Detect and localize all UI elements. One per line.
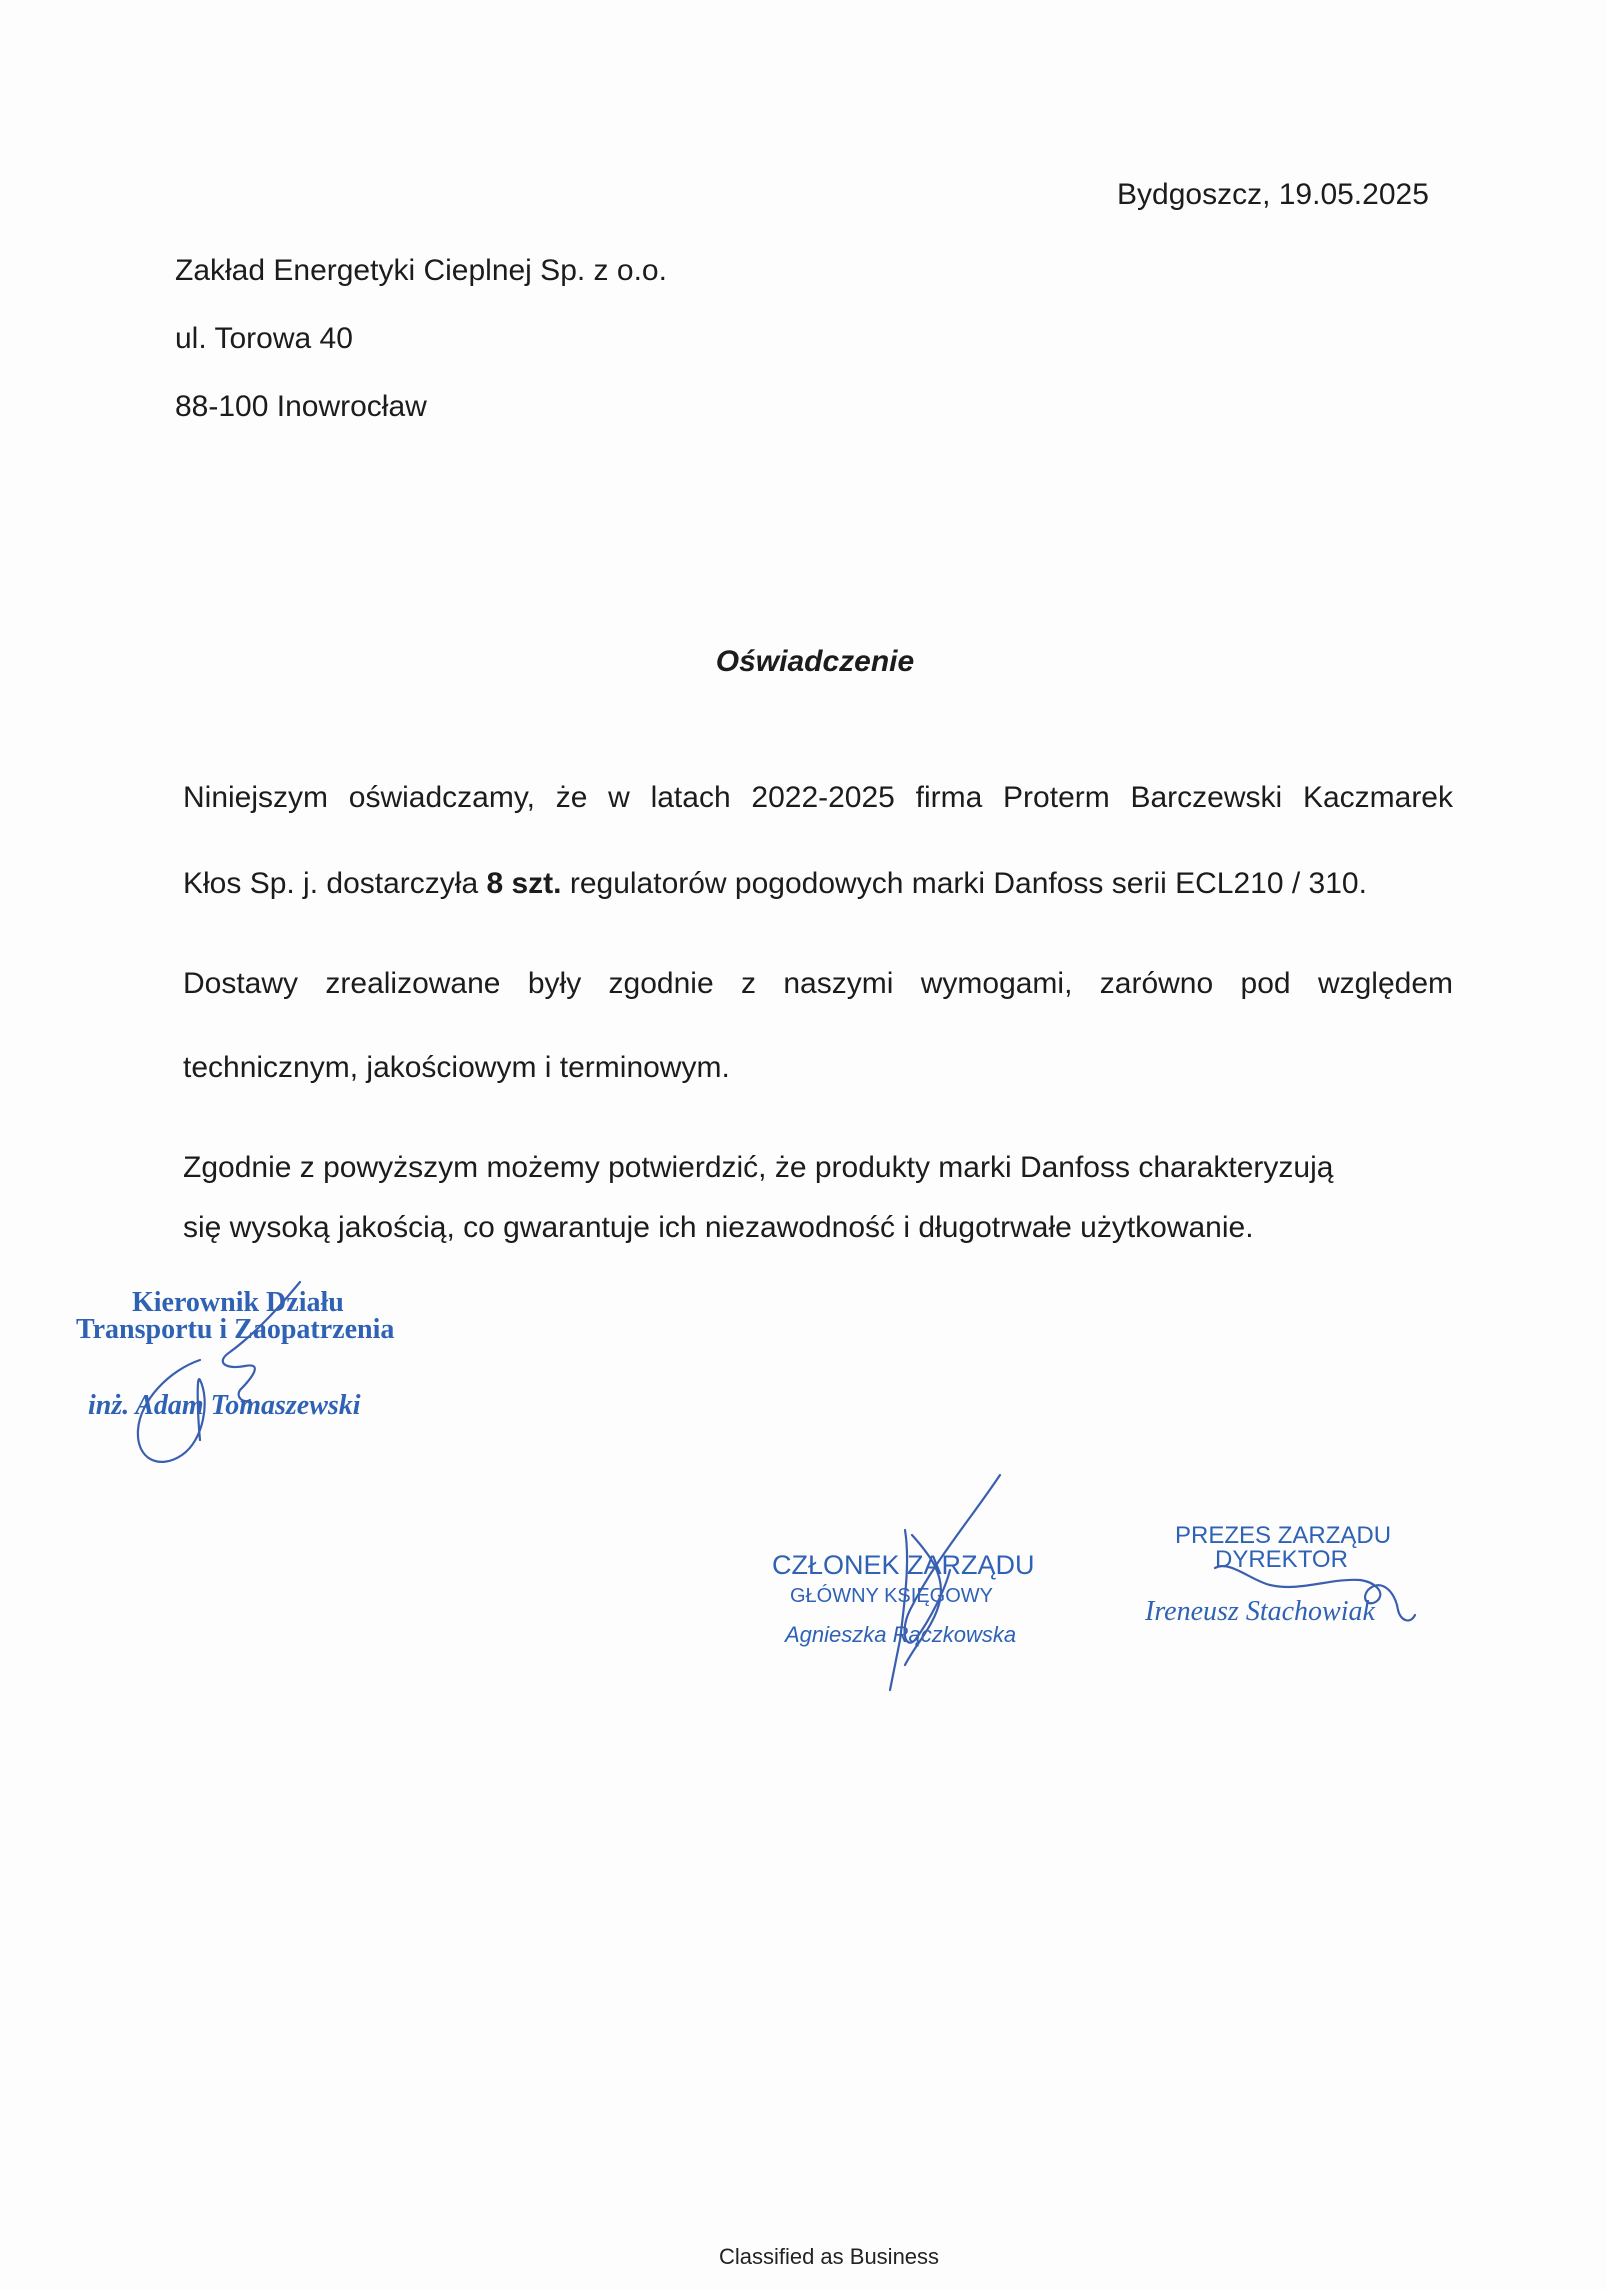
paragraph-3-line-2: się wysoką jakością, co gwarantuje ich niezawodność i długotrwałe użytkowanie.	[183, 1211, 1254, 1244]
stamp3-role: DYREKTOR	[1215, 1546, 1348, 1573]
paragraph-3-line-1: Zgodnie z powyższym możemy potwierdzić, że produkty marki Danfoss charakteryzują	[183, 1151, 1334, 1184]
classification-footer: Classified as Business	[718, 2244, 940, 2269]
stamp2-name: Agnieszka Rączkowska	[785, 1622, 1017, 1647]
place-date: Bydgoszcz, 19.05.2025	[1117, 178, 1429, 211]
p1-text-end: regulatorów pogodowych marki Danfoss serii ECL210 / 310.	[561, 867, 1367, 900]
stamp1-name: inż. Adam Tomaszewski	[88, 1390, 361, 1421]
document-title: Oświadczenie	[715, 645, 915, 678]
recipient-street: ul. Torowa 40	[175, 322, 353, 355]
recipient-name: Zakład Energetyki Cieplnej Sp. z o.o.	[175, 254, 667, 287]
paragraph-2-line-1: Dostawy zrealizowane były zgodnie z naszymi wymogami, zarówno pod względem	[183, 967, 1453, 1000]
stamp2-role: GŁÓWNY KSIĘGOWY	[790, 1585, 993, 1607]
paragraph-1-line-2	[183, 842, 1453, 926]
paragraph-1-line-1: Niniejszym oświadczamy, że w latach 2022-2025 firma Proterm Barczewski Kaczmarek	[183, 781, 1453, 814]
stamp1-department: Transportu i Zaopatrzenia	[76, 1314, 395, 1345]
stamp3-name: Ireneusz Stachowiak	[1145, 1596, 1375, 1627]
quantity-bold: 8 szt.	[486, 867, 562, 900]
paragraph-2-line-2: technicznym, jakościowym i terminowym.	[183, 1051, 730, 1084]
stamp1-title: Kierownik Działu	[132, 1287, 344, 1318]
stamp3-title: PREZES ZARZĄDU	[1175, 1522, 1392, 1549]
recipient-city: 88-100 Inowrocław	[175, 390, 427, 423]
stamp2-title: CZŁONEK ZARZĄDU	[772, 1550, 1035, 1580]
p1-text-start: Kłos Sp. j. dostarczyła	[183, 867, 487, 900]
